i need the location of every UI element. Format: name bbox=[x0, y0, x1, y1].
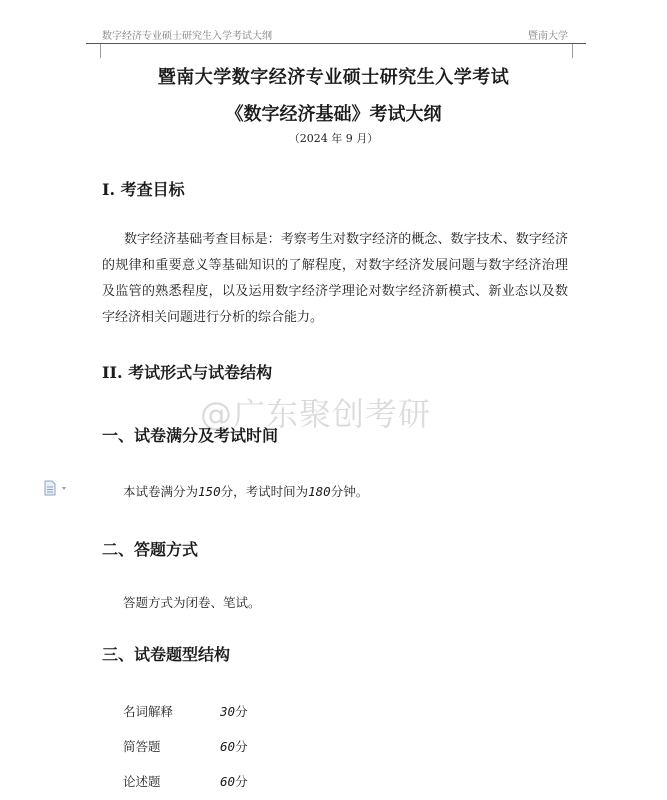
objectives-paragraph: 数字经济基础考查目标是：考察考生对数字经济的概念、数字技术、数字经济的规律和重要意义等基础知识的了解程度，对数字经济发展问题与数字经济治理及监管的熟悉程度，以及运用数字经济学理论对数字经济新模式、新业态以及数字经济相关问题进行分析的综合能力。 bbox=[102, 232, 568, 325]
question-type-row bbox=[123, 772, 248, 790]
subsection-heading-answer-method: 二、答题方式 bbox=[102, 540, 199, 559]
question-type-row bbox=[123, 702, 248, 720]
header-divider bbox=[86, 43, 586, 44]
score-text-c: 分钟。 bbox=[330, 484, 369, 499]
document-date: （2024 年 9 月） bbox=[288, 132, 379, 145]
question-type-label: 论述题 bbox=[123, 774, 161, 789]
question-type-points: 60 bbox=[220, 774, 236, 789]
document-subtitle: 《数字经济基础》考试大纲 bbox=[225, 104, 442, 125]
running-header-university: 暨南大学 bbox=[528, 31, 568, 42]
score-time-sentence bbox=[123, 482, 368, 500]
caret-down-icon bbox=[62, 487, 66, 490]
score-text-b: 分，考试时间为 bbox=[220, 484, 309, 499]
question-type-label: 名词解释 bbox=[123, 704, 174, 719]
section-heading-format: II. 考试形式与试卷结构 bbox=[102, 363, 273, 382]
points-unit: 分 bbox=[235, 739, 248, 754]
score-text-a: 本试卷满分为 bbox=[123, 484, 199, 499]
document-title: 暨南大学数字经济专业硕士研究生入学考试 bbox=[157, 67, 510, 88]
watermark: @广东聚创考研 bbox=[200, 395, 432, 433]
question-type-points: 30 bbox=[220, 704, 236, 719]
points-unit: 分 bbox=[235, 774, 248, 789]
question-type-label: 简答题 bbox=[123, 739, 161, 754]
answer-method-text: 答题方式为闭卷、笔试。 bbox=[123, 595, 261, 610]
section-heading-objectives: I. 考查目标 bbox=[102, 180, 185, 199]
question-type-points: 60 bbox=[220, 739, 236, 754]
exam-minutes-value: 180 bbox=[308, 484, 331, 499]
total-score-value: 150 bbox=[198, 484, 221, 499]
document-icon[interactable] bbox=[43, 480, 69, 496]
margin-corner-left bbox=[86, 44, 101, 58]
points-unit: 分 bbox=[235, 704, 248, 719]
question-type-row bbox=[123, 737, 248, 755]
subsection-heading-score-time: 一、试卷满分及考试时间 bbox=[102, 426, 279, 445]
margin-corner-right bbox=[572, 44, 587, 58]
running-header-title: 数字经济专业硕士研究生入学考试大纲 bbox=[102, 31, 272, 42]
subsection-heading-question-structure: 三、试卷题型结构 bbox=[102, 645, 231, 664]
